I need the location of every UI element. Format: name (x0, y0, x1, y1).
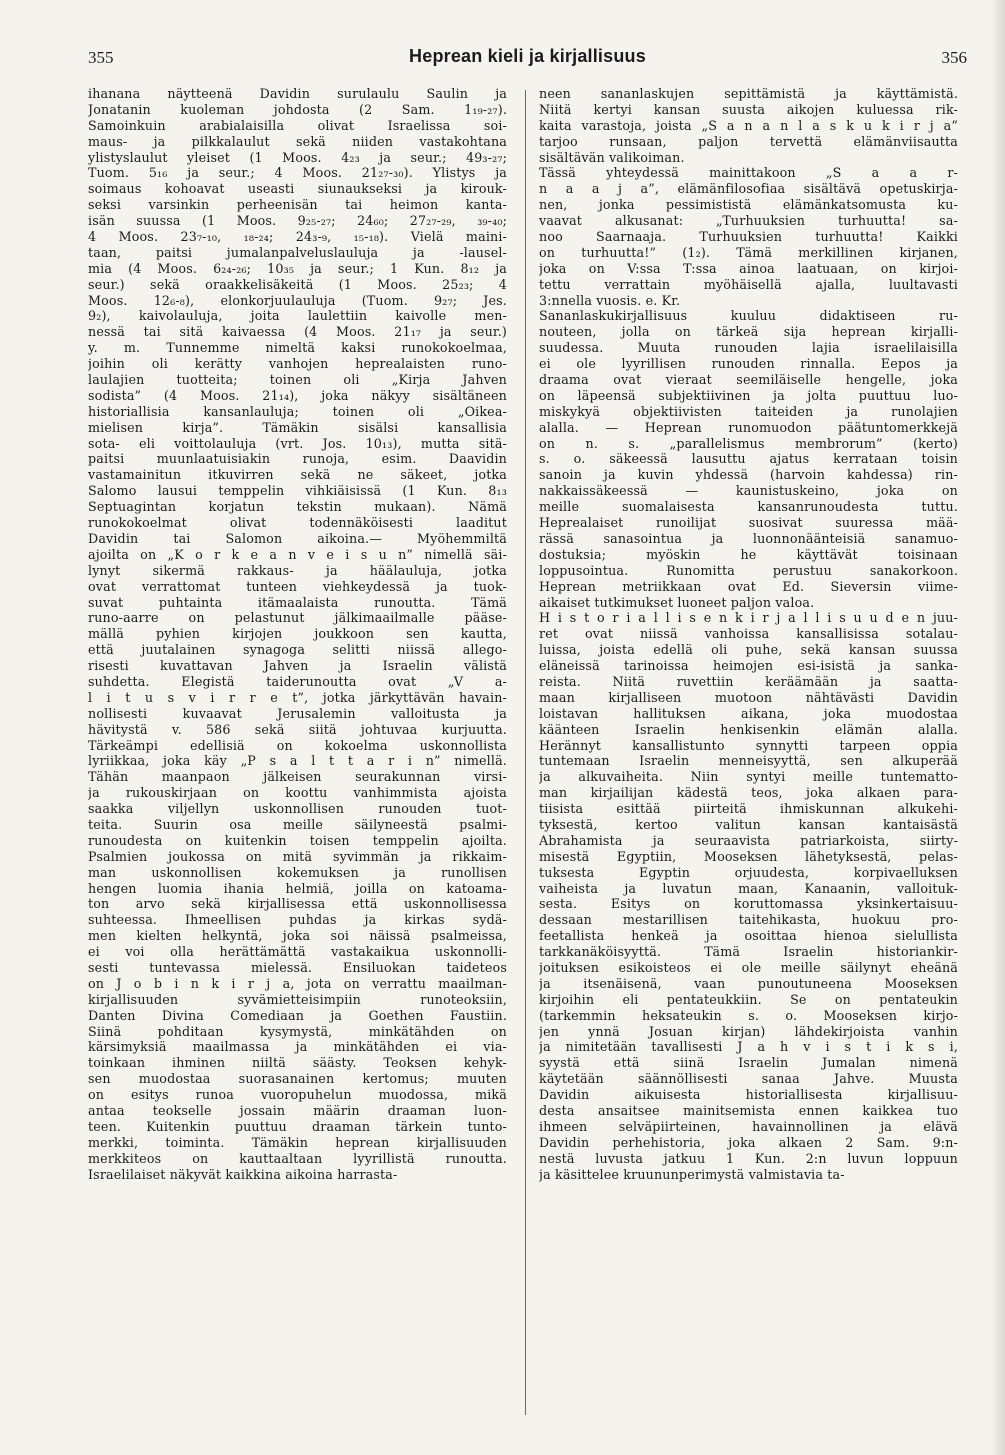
text-line: kaita varastoja, joista „S a n a n l a s k u k i r j a” (539, 117, 958, 133)
text-line: sodista” (4 Moos. 21₁₄), joka näkyy sisältäneen (88, 387, 507, 403)
text-line: tettu verrattain myöhäisellä ajalla, luultavasti (539, 276, 958, 292)
page-number-right: 356 (941, 48, 967, 67)
text-line: hävitystä v. 586 sekä siitä johtuvaa kurjuutta. (88, 721, 507, 737)
text-line: Davidin aikuisesta historiallisesta kirjallisuu- (539, 1087, 958, 1103)
text-line: käänteen Israelin henkisenkin elämän alalla. (539, 721, 958, 737)
running-header (88, 44, 967, 74)
text-line: Psalmien joukossa on mitä syvimmän ja rikkaim- (88, 848, 507, 864)
text-line: toinkaan ihminen niiltä säästy. Teoksen kehyk- (88, 1055, 507, 1071)
text-line: jen ynnä Josuan kirjan) lähdekirjoista vanhin (539, 1023, 958, 1039)
text-line: merkki, toiminta. Tämäkin heprean kirjallisuuden (88, 1134, 507, 1150)
text-line: teita. Suurin osa meille säilyneestä psalmi- (88, 816, 507, 832)
text-line: syystä että siinä Israelin Jumalan nimenä (539, 1055, 958, 1071)
text-line: tiisista esittää piirteitä ihmiskunnan alkukehi- (539, 801, 958, 817)
text-line: men kielten helkyntä, joka soi näissä psalmeissa, (88, 928, 507, 944)
text-line: ton arvo sekä kirjallisessa että uskonnollisessa (88, 896, 507, 912)
text-line: Tärkeämpi edellisiä on kokoelma uskonnollista (88, 737, 507, 753)
text-line: nouteen, jolla on tärkeä sija heprean kirjalli- (539, 324, 958, 340)
text-line: sesti tuntevassa mielessä. Ensiluokan taideteos (88, 959, 507, 975)
text-line: n a a j a”, elämänfilosofiaa sisältävä opetuskirja- (539, 181, 958, 197)
text-line: on turhuutta!” (1₂). Tämä merkillinen kirjanen, (539, 244, 958, 260)
text-line: Moos. 12₆-₈), elonkorjuulauluja (Tuom. 9₂₇; Jes. (88, 292, 507, 308)
page-edge-shadow (991, 0, 1005, 1455)
text-line: tarjoo runsaan, paljon tervettä elämänviisautta (539, 133, 958, 149)
text-line: soimaus kohoavat useasti siunaukseksi ja kirouk- (88, 181, 507, 197)
text-line: nollisesti kuvaavat Jerusalemin valloitusta ja (88, 705, 507, 721)
running-title: Heprean kieli ja kirjallisuus (409, 46, 646, 66)
text-line: Septuagintan korjatun tekstin mukaan). Nämä (88, 499, 507, 515)
text-line: joka on V:ssa T:ssa ainoa laatuaan, on kirjoi- (539, 260, 958, 276)
text-line: nessä tai sitä kaivaessa (4 Moos. 21₁₇ ja seur.) (88, 324, 507, 340)
left-column (88, 86, 507, 1416)
text-line: nakkaissäkeessä — kaunistuskeino, joka on (539, 483, 958, 499)
text-line: alalla. — Heprean runomuodon päätuntomerkkejä (539, 419, 958, 435)
text-line: seur.) sekä oraakkelisäkeitä (1 Moos. 25₂₃; 4 (88, 276, 507, 292)
text-line: meille suomalaisesta kansanrunoudesta tuttu. (539, 499, 958, 515)
text-line: ylistyslaulut yleiset (1 Moos. 4₂₃ ja seur.; 49₃-₂₇; (88, 149, 507, 165)
page-number-left: 355 (88, 48, 114, 67)
text-line: nen, jonka pessimististä elämänkatsomusta ku- (539, 197, 958, 213)
text-line: että juutalainen synagoga selitti niissä allego- (88, 642, 507, 658)
text-line: maus- ja pilkkalaulut sekä niiden vastakohtana (88, 133, 507, 149)
text-line: Danten Divina Comediaan ja Goethen Faustiin. (88, 1007, 507, 1023)
text-line: teen. Kuitenkin puuttuu draaman tärkein tunto- (88, 1118, 507, 1134)
text-line: (tarkemmin heksateukin s. o. Mooseksen kirjo- (539, 1007, 958, 1023)
text-line: merkkiteos on kauttaaltaan lyyrillistä runoutta. (88, 1150, 507, 1166)
text-line: tyksestä, kertoo valitun kansan kantaisästä (539, 816, 958, 832)
text-line: lyriikkaa, joka käy „P s a l t t a r i n” nimellä. (88, 753, 507, 769)
text-line: Salomo lausui temppelin vihkiäisissä (1 Kun. 8₁₃ (88, 483, 507, 499)
text-line: loistavan hallituksen aikana, joka muodostaa (539, 705, 958, 721)
text-line: aikaiset tutkimukset luoneet paljon valoa. (539, 594, 815, 610)
text-line: eläneissä tarinoissa heimojen esi-isistä ja sanka- (539, 658, 958, 674)
text-line: kirjallisuuden syvämietteisimpiin runoteoksiin, (88, 991, 507, 1007)
text-line: tuksesta Egyptin orjuudesta, korpivaelluksen (539, 864, 958, 880)
text-line: kärsimyksiä maailmassa ja minkätähden ei via- (88, 1039, 507, 1055)
text-line: ja itsenäisenä, vaan punoutuneena Mooseksen (539, 975, 958, 991)
text-line: Tähän maanpaon jälkeisen seurakunnan virsi- (88, 769, 507, 785)
text-line: 9₂), kaivolauluja, joita laulettiin kaivolle men- (88, 308, 507, 324)
text-line: ret ovat niissä vanhoissa kansallisissa sotalau- (539, 626, 958, 642)
text-line: sen muodostaa suorasanainen kertomus; muuten (88, 1071, 507, 1087)
text-line: draama ovat vieraat seemiläiselle hengelle, joka (539, 372, 958, 388)
text-line: ja rukouskirjaan on koottu vanhimmista ajoista (88, 785, 507, 801)
text-line: Israelilaiset näkyvät kaikkina aikoina harrasta- (88, 1166, 398, 1182)
text-line: tuntemaan Israelin menneisyyttä, sen alkuperää (539, 753, 958, 769)
text-line: saakka viljellyn uskonnollisen runouden tuot- (88, 801, 507, 817)
text-line: maan kirjalliseen muotoon nähtävästi Davidin (539, 689, 958, 705)
text-line: dessaan mestarillisen taitehikasta, huokuu pro- (539, 912, 958, 928)
text-line: ovat verrattomat tunteen viehkeydessä ja tuok- (88, 578, 507, 594)
text-line: vaavat alkusanat: „Turhuuksien turhuutta! sa- (539, 213, 958, 229)
text-line: runo-aarre on pelastunut jälkimaailmalle pääse- (88, 610, 507, 626)
text-line: desta ansaitsee mainitsemista ennen kaikkea tuo (539, 1103, 958, 1118)
text-line: ihanana näytteenä Davidin surulaulu Saulin ja (88, 86, 507, 101)
text-line: laulajien tuotteita; toinen oli „Kirja Jahven (88, 372, 507, 388)
text-line: käytetään säännöllisesti sanaa Jahve. Muusta (539, 1071, 958, 1087)
text-line: Davidin tai Salomon aikoina.— Myöhemmiltä (88, 530, 507, 546)
text-line: suhteessa. Ihmeellisen puhdas ja kirkas sydä- (88, 912, 507, 928)
text-line: mia (4 Moos. 6₂₄-₂₆; 10₃₅ ja seur.; 1 Kun. 8₁₂ ja (88, 260, 507, 276)
text-line: Heprealaiset runoilijat suosivat suuressa mää- (539, 515, 958, 531)
text-line: mällä pyhien kirjojen joukkoon sen kautta, (88, 626, 507, 642)
text-line: H i s t o r i a l l i s e n k i r j a l l i s u u d e n juu- (539, 610, 958, 626)
text-line: suudessa. Muuta runouden lajia israelilaisilla (539, 340, 958, 356)
text-line: risesti kuvattavan Jahven ja Israelin välistä (88, 658, 507, 674)
text-line: 4 Moos. 23₇-₁₀, ₁₈-₂₄; 24₃-₉, ₁₅-₁₈). Vielä maini- (88, 229, 507, 245)
text-line: y. m. Tunnemme nimeltä kaksi runokokoelmaa, (88, 340, 507, 356)
text-line: on n. s. „parallelismus membrorum” (kerto) (539, 435, 958, 451)
text-line: nestä luvusta jatkuu 1 Kun. 2:n luvun loppuun (539, 1150, 958, 1166)
text-line: Tuom. 5₁₆ ja seur.; 4 Moos. 21₂₇-₃₀). Ylistys ja (88, 165, 507, 181)
text-line: ajoilta on „K o r k e a n v e i s u n” nimellä säi- (88, 546, 507, 562)
text-line: Niitä kertyi kansan suusta aikojen kuluessa rik- (539, 101, 958, 117)
text-line: kirjoihin eli pentateukkiin. Se on pentateukin (539, 991, 958, 1007)
text-line: reista. Niitä ruvettiin keräämään ja saatta- (539, 673, 958, 689)
column-divider (525, 90, 526, 1415)
text-line: miskykyä objektiivisten taiteiden ja runolajien (539, 403, 958, 419)
text-line: historiallisia kansanlauluja; toinen oli „Oikea- (88, 403, 507, 419)
text-line: s. o. säkeessä lausuttu ajatus kerrataan toisin (539, 451, 958, 467)
text-line: Siinä pohditaan kysymystä, minkätähden on (88, 1023, 507, 1039)
text-line: ei voi olla herättämättä vastakaikua uskonnolli- (88, 944, 507, 960)
text-line: paitsi muunlaatuisiakin runoja, esim. Daavidin (88, 451, 507, 467)
text-line: misestä Egyptiin, Mooseksen lähetyksestä, pelas- (539, 848, 958, 864)
text-line: feetallista henkeä ja osoittaa hienoa sielullista (539, 928, 958, 944)
text-line: sisältävän valikoiman. (539, 149, 685, 165)
text-line: ei ole lyyrillisen runouden rinnalla. Eepos ja (539, 356, 958, 372)
text-line: vaiheista ja luvatun maan, Kanaanin, valloituk- (539, 880, 958, 896)
text-line: 3:nnella vuosis. e. Kr. (539, 292, 681, 308)
text-line: Davidin perhehistoria, joka alkaen 2 Sam. 9:n- (539, 1134, 958, 1150)
text-line: on esitys runoa vuoropuhelun muodossa, mikä (88, 1087, 507, 1103)
text-line: Tässä yhteydessä mainittakoon „S a a r- (539, 165, 958, 181)
text-line: on läpeensä subjektiivinen ja jolta puuttuu luo- (539, 387, 958, 403)
text-line: runoudesta on kuitenkin toisen temppelin ajoilta. (88, 832, 507, 848)
text-line: seksi varsinkin perheenisän tai heimon kanta- (88, 197, 507, 213)
text-line: Herännyt kansallistunto synnytti tarpeen oppia (539, 737, 958, 753)
text-line: Sananlaskukirjallisuus kuuluu didaktiseen ru- (539, 308, 958, 324)
text-line: lynyt sikermä rakkaus- ja häälauluja, jotka (88, 562, 507, 578)
text-line: antaa teokselle jossain määrin draaman luon- (88, 1103, 507, 1118)
text-line: sanoin ja kuvin yhdessä (harvoin kahdessa) rin- (539, 467, 958, 483)
text-line: suhdetta. Elegistä taiderunoutta ovat „V a- (88, 673, 507, 689)
text-line: ihmeen selväpiirteinen, havainnollinen ja elävä (539, 1118, 958, 1134)
text-line: Samoinkuin arabialaisilla olivat Israelissa soi- (88, 117, 507, 133)
text-line: tarkkanäköisyyttä. Tämä Israelin historiankir- (539, 944, 958, 960)
text-line: noo Saarnaaja. Turhuuksien turhuutta! Kaikki (539, 229, 958, 245)
text-line: hengen luomia ihania helmiä, joilla on katoama- (88, 880, 507, 896)
text-line: ja nimitetään tavallisesti J a h v i s t i k s i, (539, 1039, 958, 1055)
text-line: suvat puhtainta itämaalaista runoutta. Tämä (88, 594, 507, 610)
text-line: sesta. Esitys on koruttomassa yksinkertaisuu- (539, 896, 958, 912)
text-line: man kirjailijan kädestä teos, joka alkaen para- (539, 785, 958, 801)
text-line: sota- eli voittolauluja (vrt. Jos. 10₁₃), mutta sitä- (88, 435, 507, 451)
text-line: Abrahamista ja seuraavista patriarkoista, siirty- (539, 832, 958, 848)
text-line: taan, paitsi jumalanpalveluslauluja ja -lausel- (88, 244, 507, 260)
text-line: loppusointua. Runomitta perustuu sanakorkoon. (539, 562, 958, 578)
text-line: man uskonnollisen kokemuksen ja runollisen (88, 864, 507, 880)
text-line: isän suussa (1 Moos. 9₂₅-₂₇; 24₆₀; 27₂₇-₂₉, ₃₉-₄₀; (88, 213, 507, 229)
text-line: l i t u s v i r r e t”, jotka järkyttävän havain- (88, 689, 507, 705)
text-line: ja alkuvaiheita. Niin syntyi meille tuntematto- (539, 769, 958, 785)
text-line: vastamainitun itkuvirren sekä ne säkeet, jotka (88, 467, 507, 483)
text-line: luissa, joista edellä oli puhe, sekä kansan suussa (539, 642, 958, 658)
text-line: on J o b i n k i r j a, jota on verrattu maailman- (88, 975, 507, 991)
text-line: ja käsittelee kruununperimystä valmistavia ta- (539, 1166, 845, 1182)
text-line: dostuksia; myöskin he käyttävät toisinaan (539, 546, 958, 562)
text-line: Heprean metriikkaan ovat Ed. Sieversin viime- (539, 578, 958, 594)
text-line: joihin oli kerätty vanhojen heprealaisten runo- (88, 356, 507, 372)
text-line: joituksen esikoisteos ei ole meille säilynyt eheänä (539, 959, 958, 975)
text-line: runokokoelmat olivat todennäköisesti laaditut (88, 515, 507, 531)
text-line: rässä sanasointua ja luonnonäänteisiä sanamuo- (539, 530, 958, 546)
right-column (539, 86, 958, 1416)
text-line: neen sananlaskujen sepittämistä ja käyttämistä. (539, 86, 958, 101)
text-line: mielisen kirja”. Tämäkin sisälsi kansallisia (88, 419, 507, 435)
text-line: Jonatanin kuoleman johdosta (2 Sam. 1₁₉-₂₇). (88, 101, 507, 117)
